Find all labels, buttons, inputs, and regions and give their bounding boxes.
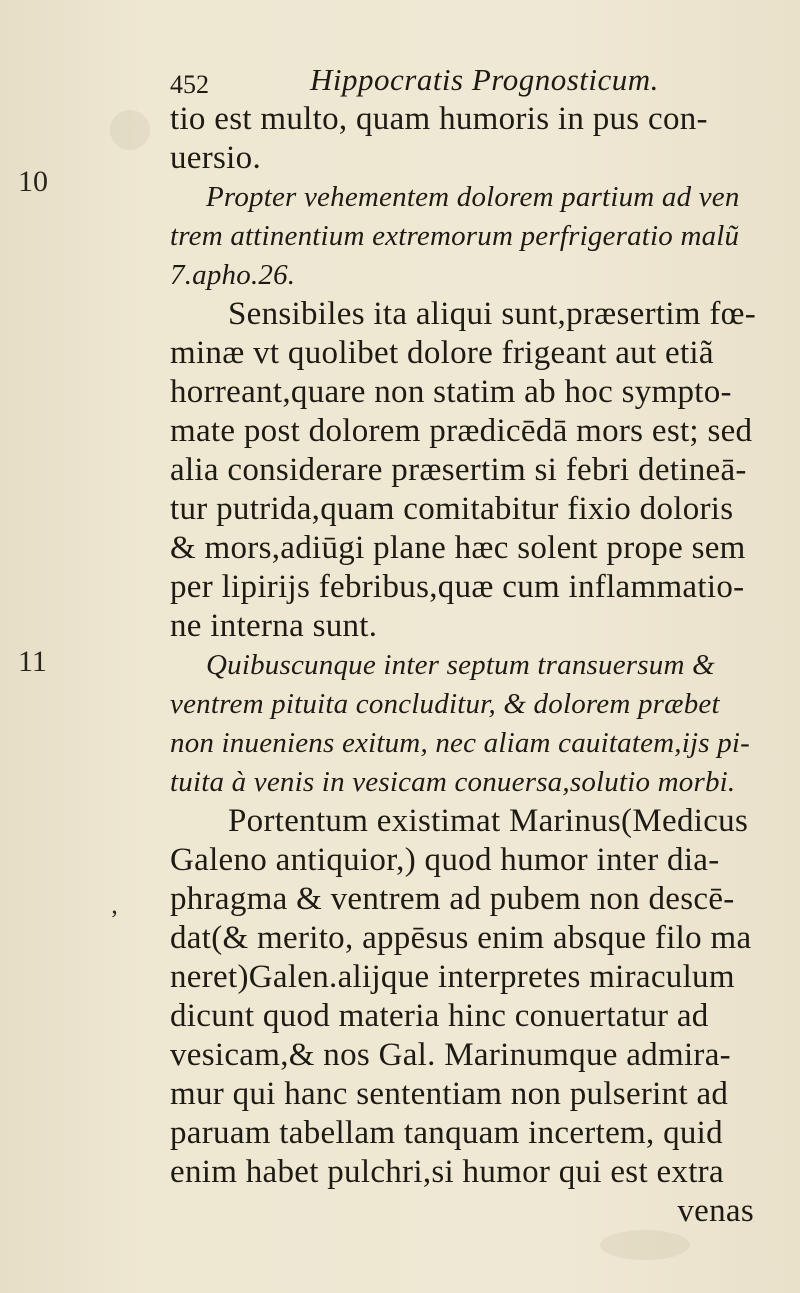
running-title: Hippocratis Prognosticum. bbox=[310, 62, 659, 97]
ink-smudge bbox=[110, 110, 150, 150]
text-line: vesicam,& nos Gal. Marinumque admira- bbox=[170, 1037, 731, 1073]
text-line: horreant,quare non statim ab hoc sympto- bbox=[170, 374, 732, 410]
aphorism-line: trem attinentium extremorum perfrigeratio malũ bbox=[170, 220, 740, 252]
aphorism-line: tuita à venis in vesicam conuersa,solutio morbi. bbox=[170, 766, 736, 798]
text-line: neret)Galen.alijque interpretes miraculum bbox=[170, 959, 735, 995]
page-number: 452 bbox=[170, 70, 209, 99]
margin-number-11: 11 bbox=[18, 645, 47, 678]
aphorism-line: ventrem pituita concluditur, & dolorem præbet bbox=[170, 688, 720, 720]
text-line: minæ vt quolibet dolore frigeant aut etiã bbox=[170, 335, 714, 371]
text-line: Portentum existimat Marinus(Medicus bbox=[228, 803, 749, 839]
text-line: tur putrida,quam comitabitur fixio doloris bbox=[170, 491, 734, 527]
page-header bbox=[170, 62, 730, 102]
text-line: & mors,adiūgi plane hæc solent prope sem bbox=[170, 530, 746, 566]
text-line: Sensibiles ita aliqui sunt,præsertim fœ- bbox=[228, 296, 757, 332]
margin-mark: ʼ bbox=[110, 905, 119, 934]
aphorism-line: Quibuscunque inter septum transuersum & bbox=[206, 649, 715, 681]
text-line: tio est multo, quam humoris in pus con- bbox=[170, 101, 708, 137]
catchword: venas bbox=[677, 1193, 754, 1229]
text-line: Galeno antiquior,) quod humor inter dia- bbox=[170, 842, 720, 878]
text-line: dicunt quod materia hinc conuertatur ad bbox=[170, 998, 709, 1034]
margin-number-10: 10 bbox=[18, 165, 48, 198]
text-line: dat(& merito, appēsus enim absque filo ma bbox=[170, 920, 752, 956]
aphorism-line: non inueniens exitum, nec aliam cauitatem,ijs pi- bbox=[170, 727, 751, 759]
text-line: per lipirijs febribus,quæ cum inflammatio- bbox=[170, 569, 745, 605]
aphorism-line: Propter vehementem dolorem partium ad ven bbox=[206, 181, 740, 213]
text-line: mur qui hanc sententiam non pulserint ad bbox=[170, 1076, 729, 1112]
aphorism-reference: 7.apho.26. bbox=[170, 259, 296, 291]
text-block bbox=[170, 100, 770, 1231]
text-line: ne interna sunt. bbox=[170, 608, 378, 644]
text-line: paruam tabellam tanquam incertem, quid bbox=[170, 1115, 723, 1151]
text-line: mate post dolorem prædicēdā mors est; sed bbox=[170, 413, 753, 449]
text-line: phragma & ventrem ad pubem non descē- bbox=[170, 881, 735, 917]
text-line: uersio. bbox=[170, 140, 261, 176]
text-line: alia considerare præsertim si febri detineā- bbox=[170, 452, 747, 488]
ink-smudge bbox=[600, 1230, 690, 1260]
text-line: enim habet pulchri,si humor qui est extra bbox=[170, 1154, 724, 1190]
